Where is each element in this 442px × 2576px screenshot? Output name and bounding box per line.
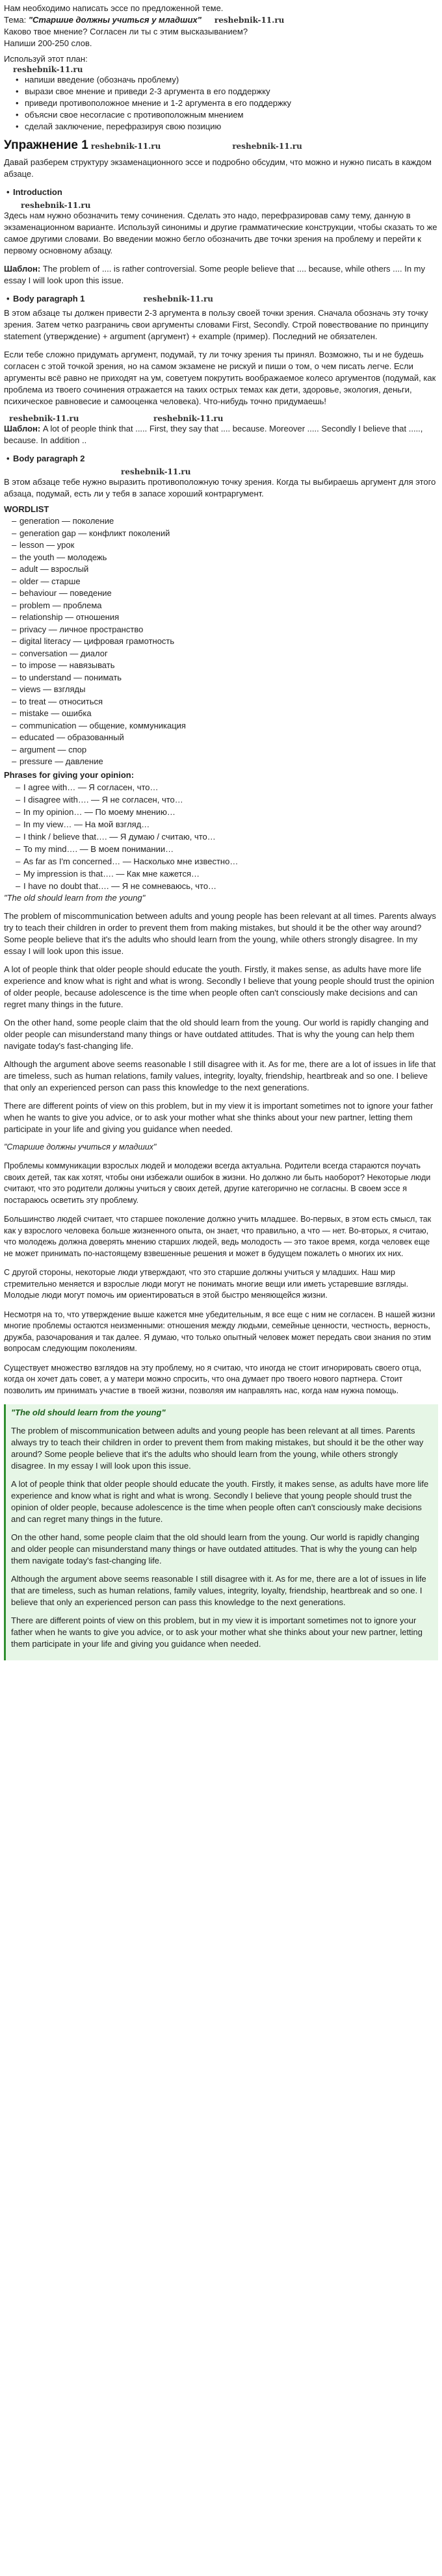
essay-paragraph: On the other hand, some people claim that the old should learn from the young. Our world is rapidly changing and older people can misunderstand many things or have outdated attitudes. That is why the young can help them navigate today's fast-changing life.: [4, 1017, 429, 1051]
phrase-item: – In my opinion… — По моему мнению…: [16, 806, 438, 818]
essay-paragraph: Проблемы коммуникации взрослых людей и молодежи всегда актуальна. Родители всегда стараются поучать своих детей, так как хотят, чтобы они избежали ошибок в жизни. Но должно ли быть наоборот? Некоторые люди считают, что это родители должны учиться у своих детей, другие категорично не согласны. В своем эссе я постараюсь осветить эту проблему.: [4, 1161, 431, 1205]
essay-title: "The old should learn from the young": [11, 1408, 166, 1417]
watermark: reshebnik-11.ru: [13, 65, 83, 74]
plan-item: • напиши введение (обозначь проблему): [16, 74, 438, 86]
plan-item: • сделай заключение, перефразируя свою позицию: [16, 121, 438, 133]
template-text: A lot of people think that ..... First, they say that .... because. Moreover ..... Secondly I believe that ....., because. In addition ..: [4, 424, 423, 445]
essay-paragraph: There are different points of view on this problem, but in my view it is important sometimes not to ignore your father when he wants to give you advice, or to ask your mother what she thinks about your new partner, letting them participate in your life and giving you guidance when needed.: [4, 1100, 434, 1134]
essay-paragraph: A lot of people think that older people should educate the youth. Firstly, it makes sense, as adults have more life experience and know what is right and what is wrong. Secondly I believe that young people should trust the opinion of older people, because adolescence is the time when people often can't consciously make decisions and can regret many things in the future.: [11, 1479, 429, 1524]
task-question: Каково твое мнение? Согласен ли ты с этим высказыванием?: [4, 27, 248, 36]
phrase-item: – In my view… — На мой взгляд…: [16, 818, 438, 831]
essay-paragraph: Although the argument above seems reasonable I still disagree with it. As for me, there are a lot of issues in life that are timeless, such as human relations, family values, integrity, loyalty, friendship, heartbreak and so one. I believe that only an experienced person can pass this knowledge to the next generations.: [11, 1574, 426, 1607]
topic-prefix: Тема:: [4, 15, 29, 25]
task-line: Нам необходимо написать эссе по предложенной теме.: [4, 3, 224, 13]
wordlist-item: – pressure — давление: [12, 756, 438, 768]
phrase-item: – I agree with… — Я согласен, что…: [16, 781, 438, 793]
phrase-item: – As far as I'm concerned… — Насколько мне известно…: [16, 855, 438, 868]
wordlist-item: – to impose — навязывать: [12, 660, 438, 672]
task-topic: [4, 14, 438, 26]
essay-paragraph: The problem of miscommunication between adults and young people has been relevant at all times. Parents always try to teach their children in order to prevent them from making mistakes, but should it be the other way around? Some people believe that it's the adults who should learn from the young, while others strongly disagree. In my essay I will look upon this issue.: [4, 910, 436, 956]
wordlist-item: – educated — образованный: [12, 732, 438, 744]
wordlist-item: – to treat — относиться: [12, 696, 438, 708]
exercise-title: [4, 138, 438, 154]
body1-text1: В этом абзаце ты должен привести 2-3 аргумента в пользу своей точки зрения. Сначала обозначь эту точку зрения. Затем четко разграничь свои аргументы словами First, Secondly. Строй повествование по принципу statement (утверждение) + argument (аргумент) + example (пример). Последний не обязателен.: [4, 308, 428, 341]
plan-list: [4, 74, 438, 133]
body1-heading-text: Body paragraph 1: [13, 294, 85, 303]
exercise-intro: Давай разберем структуру экзаменационного эссе и подробно обсудим, что можно и нужно писать в каждом абзаце.: [4, 157, 432, 179]
wordlist-item: – to understand — понимать: [12, 672, 438, 684]
wordlist-item: – older — старше: [12, 576, 438, 588]
wordlist-item: – conversation — диалог: [12, 648, 438, 660]
essay-english: [4, 892, 438, 1135]
watermark: reshebnik-11.ru: [21, 201, 91, 210]
wordlist-item: – argument — спор: [12, 744, 438, 756]
plan-item: • объясни свое несогласие с противоположным мнением: [16, 109, 438, 121]
watermark: reshebnik-11.ru: [9, 414, 79, 423]
watermark: reshebnik-11.ru: [214, 16, 285, 25]
body1-text2: Если тебе сложно придумать аргумент, подумай, ту ли точку зрения ты принял. Возможно, ты и не будешь согласен с этой точкой зрения, но на самом экзамене не рискуй и пиши о том, о чем писать легче. Если аргументы всё равно не приходят на ум, советуем покрутить воображаемое колесо аргументов (подумай, как проблема из твоего сочинения отражается на таких острых темах как дети, здоровье, экология, деньги, психическое равновесие и самооценка человека). Что-нибудь точно придумаешь!: [4, 350, 436, 406]
essay-paragraph: С другой стороны, некоторые люди утверждают, что это старшие должны учиться у младших. Наш мир стремительно меняется и взрослые люди могут не понимать многие вещи или иметь устаревшие взгляды. Молодые люди могут помочь им ориентироваться в этой быстро меняющейся жизни.: [4, 1268, 409, 1300]
watermark: reshebnik-11.ru: [121, 467, 191, 476]
body1-heading: • Body paragraph 1 reshebnik-11.ru: [6, 294, 214, 303]
body1-template: [4, 423, 438, 446]
exercise-title-text: Упражнение 1: [4, 138, 88, 152]
wordlist-item: – mistake — ошибка: [12, 708, 438, 720]
wordlist-item: – communication — общение, коммуникация: [12, 720, 438, 732]
essay-paragraph: There are different points of view on this problem, but in my view it is important sometimes not to ignore your father when he wants to give you advice, or to ask your mother what she thinks about your new partner, letting them participate in your life and giving you guidance when needed.: [11, 1616, 423, 1649]
wordlist-item: – behaviour — поведение: [12, 587, 438, 600]
essay-title: "The old should learn from the young": [4, 892, 146, 903]
introduction-text: Здесь нам нужно обозначить тему сочинения. Сделать это надо, перефразировав саму тему, данную в экзаменационном варианте. Используй синонимы и другие грамматические конструкции, чтобы сказать то же самое другими словами. Во введении можно бегло обозначить две точки зрения на проблему и перейти к первому основному абзацу.: [4, 211, 437, 255]
essay-english-highlighted: [4, 1404, 438, 1660]
essay-title: "Старшие должны учиться у младших": [4, 1142, 157, 1152]
plan-intro: Используй этот план:: [4, 54, 88, 64]
wordlist-item: – the youth — молодежь: [12, 552, 438, 564]
essay-paragraph: Although the argument above seems reasonable I still disagree with it. As for me, there are a lot of issues in life that are timeless, such as human relations, family values, integrity, loyalty, friendship, heartbreak and so one. I believe that only an experienced person can pass this knowledge to the next generations.: [4, 1059, 436, 1092]
essay-paragraph: Несмотря на то, что утверждение выше кажется мне убедительным, я все еще с ним не согласен. В нашей жизни многие проблемы остаются неизменными: отношения между людьми, семейные ценности, честность, верность, дружба, разочарования и так далее. Я думаю, что только опытный человек может передать свои знания по этим вопросам следующим поколениям.: [4, 1309, 436, 1353]
wordlist-item: – problem — проблема: [12, 600, 438, 612]
template-label: Шаблон:: [4, 424, 41, 433]
watermark: reshebnik-11.ru: [90, 142, 161, 151]
wordlist-item: – generation gap — конфликт поколений: [12, 528, 438, 540]
essay-paragraph: A lot of people think that older people should educate the youth. Firstly, it makes sense, as adults have more life experience and know what is right and what is wrong. Secondly I believe that young people should trust the opinion of older people, because adolescence is the time when people often can't consciously make decisions and can regret many things in the future.: [4, 964, 434, 1009]
introduction-heading: • Introduction: [6, 187, 62, 197]
wordlist-item: – lesson — урок: [12, 539, 438, 552]
essay-paragraph: The problem of miscommunication between adults and young people has been relevant at all times. Parents always try to teach their children in order to prevent them from making mistakes, but should it be the other way around? Some people believe that it's the adults who should learn from the young, while others strongly disagree. In my essay I will look upon this issue.: [11, 1426, 424, 1471]
introduction-heading-text: Introduction: [13, 187, 62, 197]
wordlist-item: – privacy — личное пространство: [12, 624, 438, 636]
wordlist-item: – relationship — отношения: [12, 612, 438, 624]
body2-heading: • Body paragraph 2: [6, 454, 85, 463]
phrases-title: Phrases for giving your opinion:: [4, 769, 135, 780]
phrase-item: – I think / believe that…. — Я думаю / считаю, что…: [16, 831, 438, 843]
wordlist-item: – digital literacy — цифровая грамотность: [12, 636, 438, 648]
wordlist-item: – generation — поколение: [12, 515, 438, 528]
watermark: reshebnik-11.ru: [143, 294, 214, 303]
plan-item: • приведи противоположное мнение и 1-2 аргумента в его поддержку: [16, 97, 438, 109]
essay-russian: [4, 1142, 438, 1397]
task-block: [4, 3, 438, 133]
plan-item: • вырази свое мнение и приведи 2-3 аргумента в его поддержку: [16, 86, 438, 97]
essay-paragraph: Существует множество взглядов на эту проблему, но я считаю, что иногда не стоит игнорировать своего отца, когда он хочет дать совет, а у матери можно спросить, что она думает про твоего нового партнера. Стоит позволить им принимать участие в твоей жизни, позволяя им направлять нас, когда нам нужна помощь.: [4, 1363, 422, 1395]
body2-text: В этом абзаце тебе нужно выразить противоположную точку зрения. Когда ты выбираешь аргумент для этого абзаца, подумай, есть ли у тебя в запасе хороший контраргумент.: [4, 477, 436, 498]
phrase-item: – I disagree with…. — Я не согласен, что…: [16, 793, 438, 806]
wordlist-item: – views — взгляды: [12, 684, 438, 696]
introduction-template: [4, 263, 438, 287]
topic-title: "Старшие должны учиться у младших": [28, 15, 202, 25]
phrase-item: – I have no doubt that…. — Я не сомневаюсь, что…: [16, 880, 438, 892]
wordlist: [4, 515, 438, 768]
task-word-count: Напиши 200-250 слов.: [4, 38, 92, 48]
template-label: Шаблон:: [4, 264, 41, 274]
essay-paragraph: On the other hand, some people claim that the old should learn from the young. Our world is rapidly changing and older people can misunderstand many things or have outdated attitudes. That is why the young can help them navigate today's fast-changing life.: [11, 1532, 419, 1565]
watermark: reshebnik-11.ru: [232, 142, 302, 151]
essay-paragraph: Большинство людей считает, что старшее поколение должно учить младшее. Во-первых, в этом есть смысл, так как у взрослого человека больше жизненного опыта, он знает, что правильно, а что — нет. Во-вторых, я считаю, что молодежь должна доверять мнению старших людей, ведь молодость — это такое время, когда человек еще не может принимать по-настоящему взвешенные решения и может в будущем пожалеть о многих их них.: [4, 1215, 432, 1258]
wordlist-item: – adult — взрослый: [12, 563, 438, 576]
wordlist-title: WORDLIST: [4, 504, 49, 514]
body2-heading-text: Body paragraph 2: [13, 454, 85, 463]
template-text: The problem of .... is rather controversial. Some people believe that .... because, while others .... In my essay I will look upon this issue.: [4, 264, 426, 285]
phrase-item: – To my mind…. — В моем понимании…: [16, 843, 438, 855]
phrases-list: [4, 781, 438, 892]
phrase-item: – My impression is that…. — Как мне кажется…: [16, 868, 438, 880]
watermark: reshebnik-11.ru: [153, 414, 224, 423]
